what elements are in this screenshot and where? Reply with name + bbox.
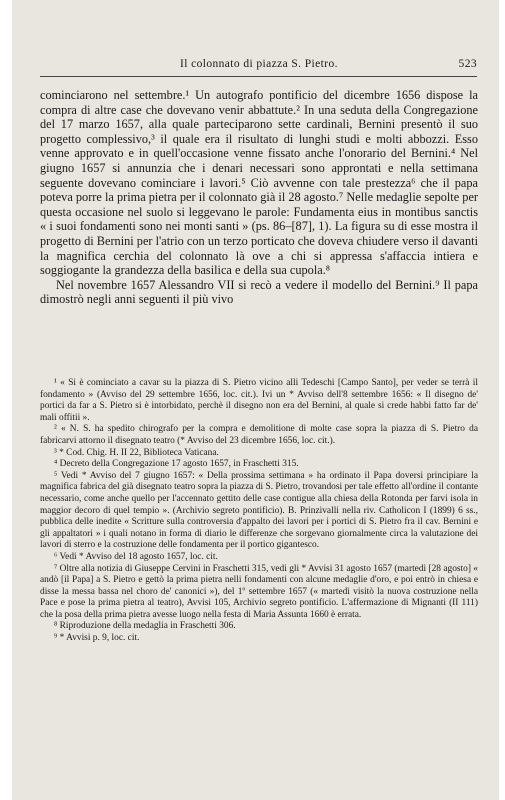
paragraph: Nel novembre 1657 Alessandro VII si recò a vedere il modello del Bernini.⁹ Il papa dimostrò negli anni seguenti il più vivo (40, 277, 478, 307)
footnote: ⁴ Decreto della Congregazione 17 agosto 1657, in Fraschetti 315. (54, 459, 299, 470)
footnote: ⁸ Riproduzione della medaglia in Fraschetti 306. (54, 621, 236, 632)
footnotes (40, 378, 478, 645)
footnote: ² « N. S. ha spedito chirografo per la compra e demolitione di molte case sopra la piazza di S. Pietro da fabricarvi attorno il disegnato teatro (* Avviso del 23 dicembre 1656, loc. cit.). (40, 424, 478, 446)
main-text (40, 88, 478, 307)
paragraph: cominciarono nel settembre.¹ Un autografo pontificio del dicembre 1656 dispose la compra di altre case che dovevano venir abbattute.² In una seduta della Congregazione del 17 marzo 1657, alla quale parteciparono sette cardinali, Bernini presentò il suo progetto complessivo,³ il quale era il risultato di lunghi studi e molti abbozzi. Esso venne approvato e in quell'occasione venne fissato anche l'onorario del Bernini.⁴ Nel giugno 1657 si annunzia che i denari necessari sono approntati e nella settimana seguente dovevano cominciare i lavori.⁵ Ciò avvenne con tale prestezza⁶ che il papa poteva porre la prima pietra per il colonnato già il 28 agosto.⁷ Nelle medaglie sepolte per questa occasione nel suolo si leggevano le parole: Fundamenta eius in montibus sanctis « i suoi fondamenti sono nei monti santi » (ps. 86–[87], 1). La figura su di esse mostra il progetto di Bernini per l'atrio con un terzo porticato che doveva chiudere verso il davanti la magnifica cerchia del colonnato là ove a chi si appressa s'affaccia intiera e soggiogante la grandezza della basilica e della sua cupola.⁸ (40, 88, 478, 278)
page-number: 523 (458, 58, 477, 70)
right-margin (499, 0, 505, 800)
footnote: ⁷ Oltre alla notizia di Giuseppe Cervini in Fraschetti 315, vedi gli * Avvisi 31 agosto 1657 (martedì [28 agosto] « andò [il Papa] a S. Pietro e gettò la prima pietra nelli fondamenti con alcune medaglie d'oro, e poi entrò in chiesa e disse la messa bassa nel choro de' canonici »), del 1º settembre 1657 (« martedì visitò la nuova costruzione nella Pace e pose la prima pietra al teatro), Avvisi 105, Archivio segreto pontificio. L'affermazione di Mignanti (II 111) che la posa della prima pietra avesse luogo nella festa di Maria Assunta 1660 è errata. (40, 563, 478, 620)
footnote: ¹ « Si è cominciato a cavar su la piazza di S. Pietro vicino alli Tedeschi [Campo Santo], per veder se terrà il fondamento » (Avviso del 29 settembre 1656, loc. cit.). Ivi un * Avviso dell'8 settembre 1656: « Il disegno de' portici da far a S. Pietro si è intorbidato, perchè il disegno non era del Bernini, al quale si crede habbi fatto far de' mali offitii ». (40, 378, 478, 423)
footnote: ⁶ Vedi * Avviso del 18 agosto 1657, loc. cit. (54, 551, 218, 562)
running-head: Il colonnato di piazza S. Pietro. (180, 58, 338, 70)
footnote: ⁵ Vedi * Avviso del 7 giugno 1657: « Della prossima settimana » ha ordinato il Papa doversi principiare la magnifica fabrica del già disegnato teatro sopra la piazza di S. Pietro, trovandosi per tale effetto all'ordine il contante necessario, come anche quello per l'accennato gettito delle case contigue alla chiesa della Rotonda per farvi isola in maggior decoro di quel tempio ». (Archivio segreto pontificio). B. Prinzivalli nella riv. Catholicon I (1899) 6 ss., pubblica delle inedite « Scritture sulla controversia d'appalto dei lavori per i portici di S. Pietro fra il cav. Bernini e gli appaltatori » i quali notano in forma di diario le differenze che sorgevano giornalmente circa la valutazione dei lavori di sterro e la costruzione delle fondamenta per il portico gigantesco. (40, 470, 478, 551)
header-rule (40, 76, 477, 77)
page-header (40, 58, 477, 76)
footnote: ⁹ * Avvisi p. 9, loc. cit. (54, 633, 140, 644)
left-margin (0, 0, 12, 800)
footnote: ³ * Cod. Chig. H. II 22, Biblioteca Vaticana. (54, 447, 219, 458)
